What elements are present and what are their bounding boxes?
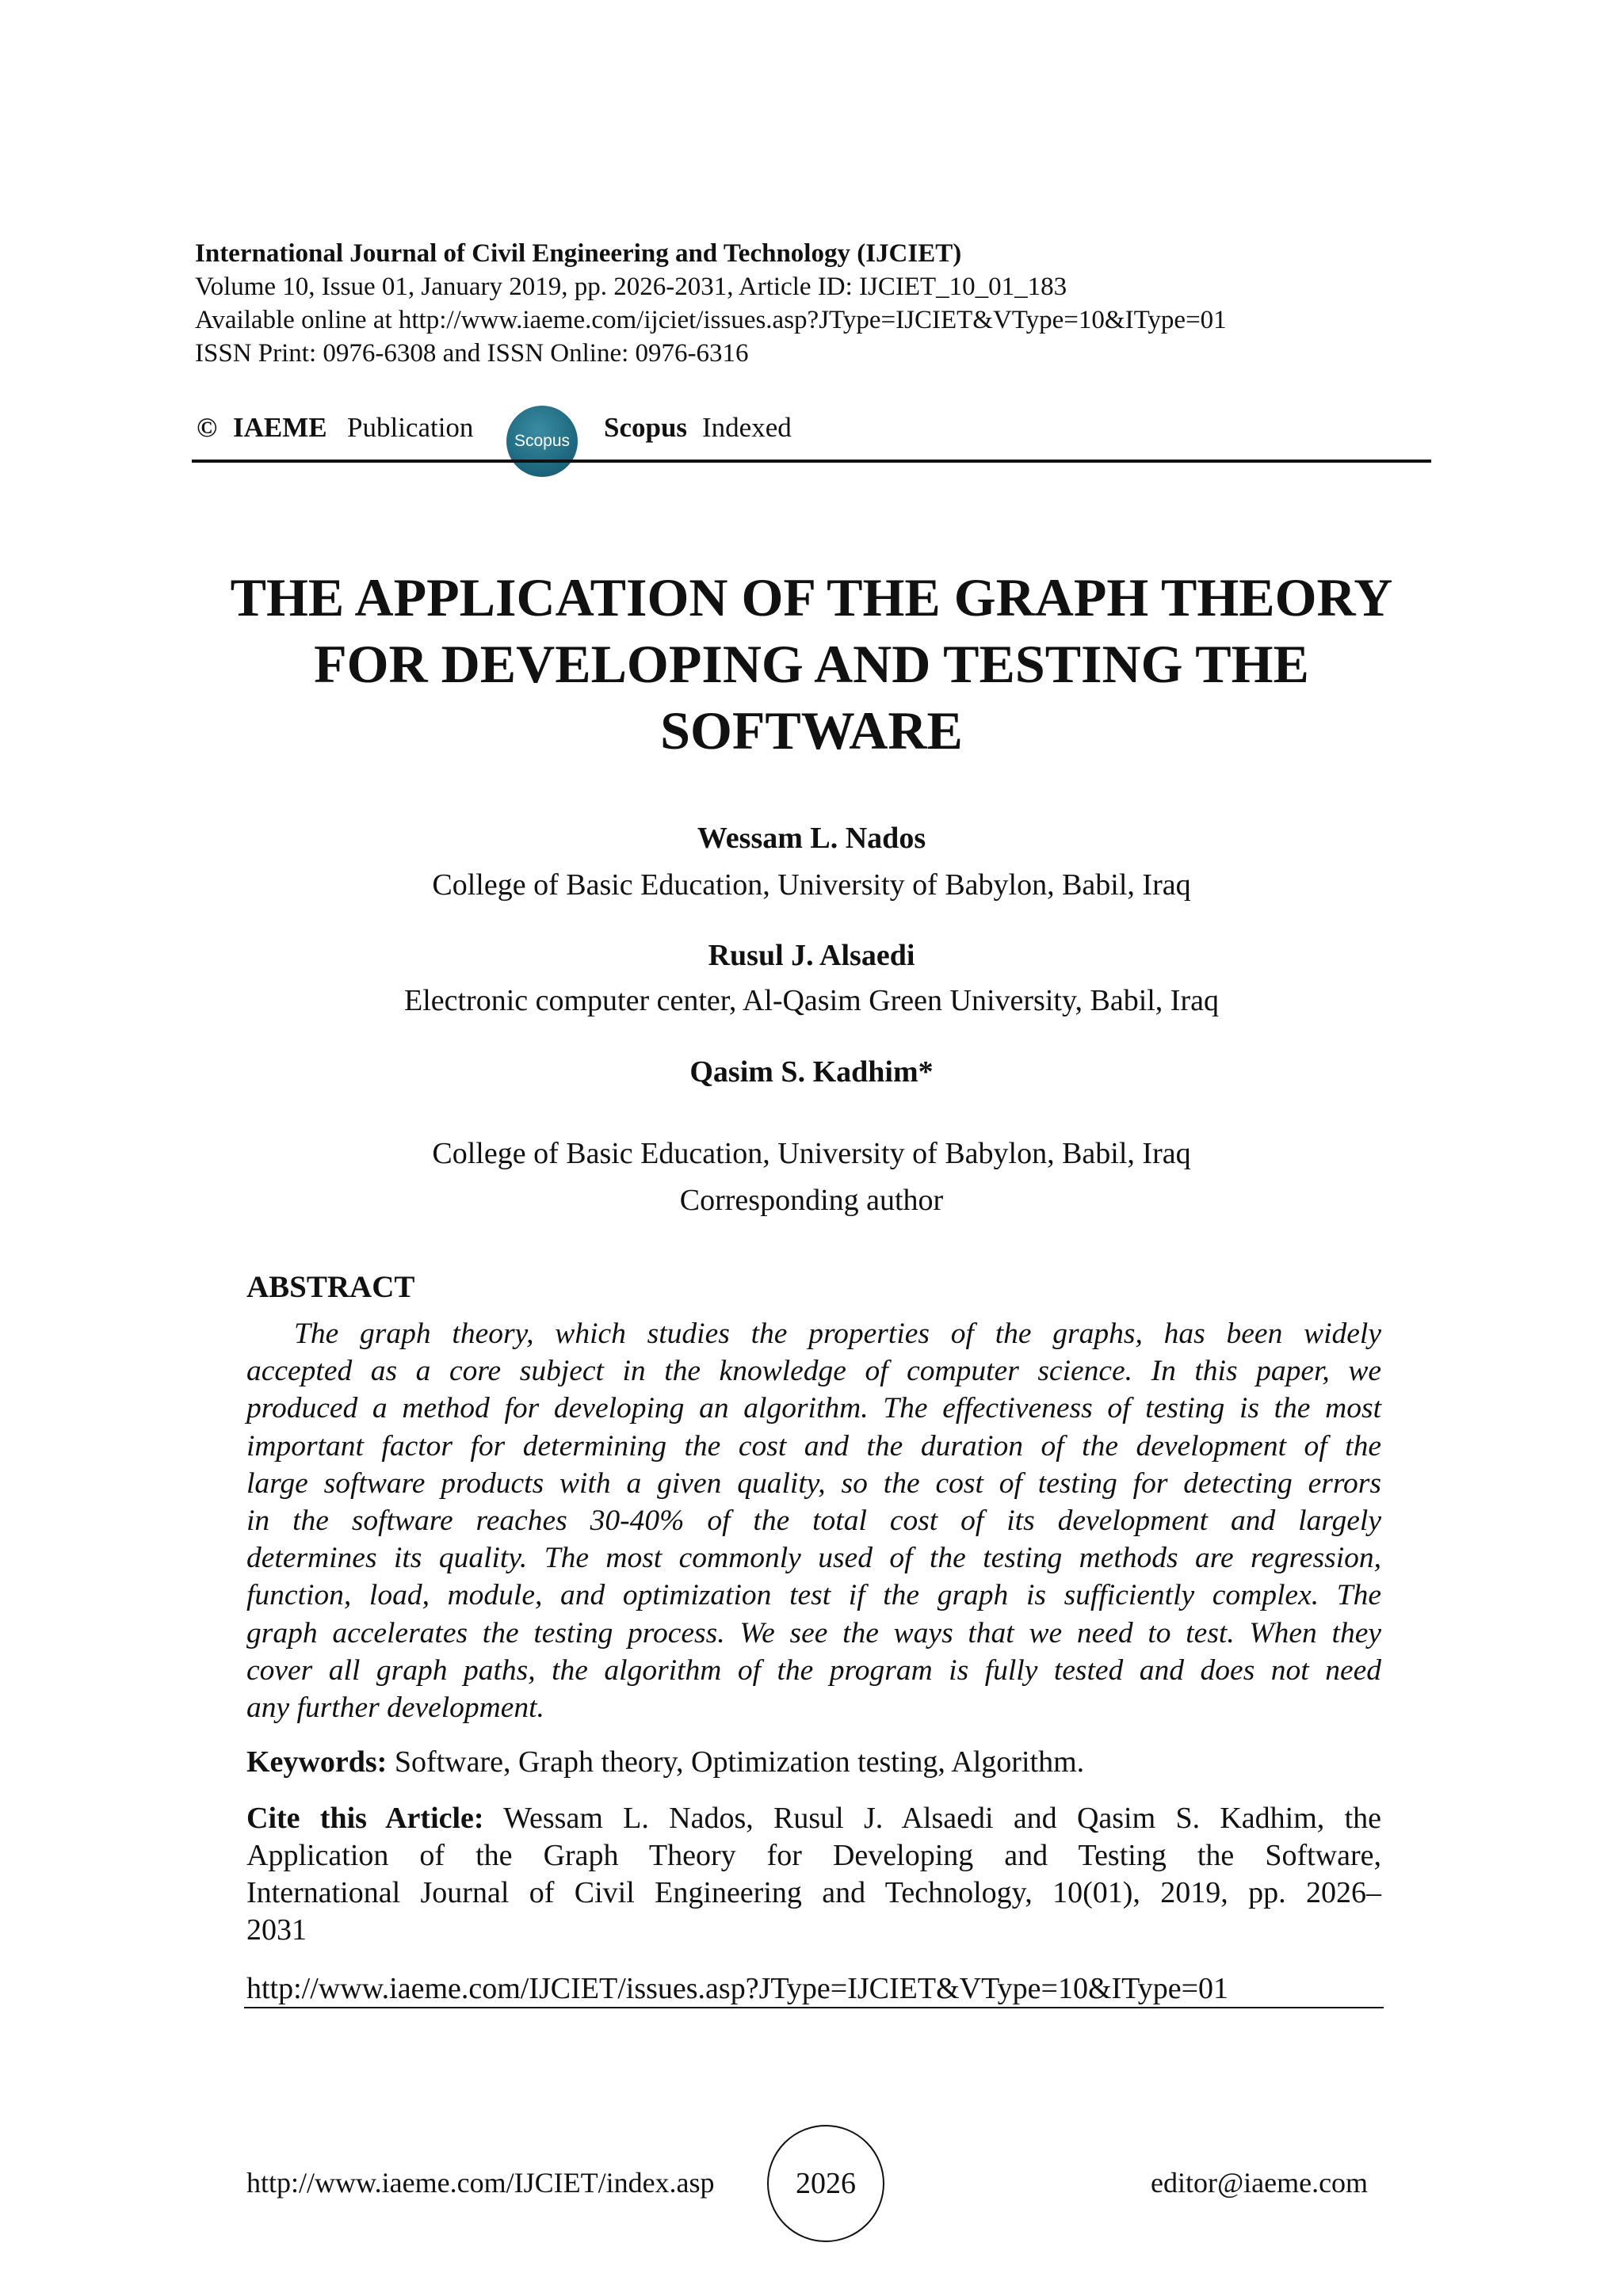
publication-label: Publication [347, 412, 474, 443]
abstract-heading: ABSTRACT [246, 1270, 415, 1304]
citation-line: 2031 [246, 1913, 307, 1947]
scopus-logo-text: Scopus [514, 432, 571, 450]
scopus-label: Scopus [604, 412, 688, 443]
abstract-line: important factor for determining the cost and the duration of the development of the [246, 1429, 1381, 1463]
citation-line: Application of the Graph Theory for Developing and Testing the Software, [246, 1839, 1381, 1872]
title-line: THE APPLICATION OF THE GRAPH THEORY [230, 567, 1393, 627]
citation-line [246, 1800, 1381, 1837]
page-number-text: 2026 [796, 2167, 856, 2200]
paper-title [158, 564, 1465, 764]
issn-info: ISSN Print: 0976-6308 and ISSN Online: 0976-6316 [195, 339, 749, 368]
journal-name: International Journal of Civil Engineering and Technology (IJCIET) [195, 239, 962, 268]
keywords-label: Keywords: [246, 1745, 388, 1779]
article-url-link[interactable]: http://www.iaeme.com/IJCIET/issues.asp?JType=IJCIET&VType=10&IType=01 [246, 1972, 1229, 2005]
abstract-line: function, load, module, and optimization test if the graph is sufficiently complex. The [246, 1579, 1381, 1612]
author-name: Rusul J. Alsaedi [708, 939, 915, 972]
abstract-body [246, 1315, 1381, 1726]
corresponding-author-note: Corresponding author [679, 1184, 944, 1217]
indexed-label: Indexed [702, 412, 792, 443]
abstract-line: in the software reaches 30-40% of the total cost of its development and largely [246, 1504, 1381, 1537]
title-line: FOR DEVELOPING AND TESTING THE [314, 634, 1309, 694]
available-online: Available online at http://www.iaeme.com/ijciet/issues.asp?JType=IJCIET&VType=10&IType=01 [195, 306, 1227, 334]
author-name: Wessam L. Nados [697, 822, 926, 855]
copyright-icon: © [197, 412, 218, 443]
citation-line: International Journal of Civil Engineering and Technology, 10(01), 2019, pp. 2026– [246, 1876, 1381, 1909]
scopus-logo-icon [506, 406, 578, 477]
author-name: Qasim S. Kadhim* [689, 1055, 934, 1089]
citation-text: Wessam L. Nados, Rusul J. Alsaedi and Qasim S. Kadhim, the [483, 1802, 1381, 1835]
abstract-line: determines its quality. The most commonly used of the testing methods are regression, [246, 1542, 1381, 1575]
author-affiliation: Electronic computer center, Al-Qasim Green University, Babil, Iraq [404, 984, 1219, 1017]
volume-info: Volume 10, Issue 01, January 2019, pp. 2026-2031, Article ID: IJCIET_10_01_183 [195, 273, 1067, 301]
abstract-line: any further development. [246, 1691, 544, 1724]
abstract-line: accepted as a core subject in the knowledge of computer science. In this paper, we [246, 1355, 1381, 1388]
abstract-line: large software products with a given quality, so the cost of testing for detecting errors [246, 1466, 1381, 1500]
abstract-line: The graph theory, which studies the properties of the graphs, has been widely [294, 1318, 1381, 1350]
keywords-text: Software, Graph theory, Optimization testing, Algorithm. [387, 1745, 1085, 1779]
publisher-name: IAEME [233, 412, 327, 443]
author-affiliation: College of Basic Education, University of Babylon, Babil, Iraq [432, 1137, 1191, 1170]
footer-journal-link[interactable]: http://www.iaeme.com/IJCIET/index.asp [246, 2167, 715, 2199]
abstract-line: graph accelerates the testing process. We see the ways that we need to test. When they [246, 1616, 1381, 1650]
footer-email-link[interactable]: editor@iaeme.com [1151, 2167, 1369, 2199]
title-line: SOFTWARE [660, 700, 963, 761]
abstract-line: cover all graph paths, the algorithm of the program is fully tested and does not need [246, 1653, 1381, 1687]
abstract-line: produced a method for developing an algorithm. The effectiveness of testing is the most [246, 1392, 1381, 1425]
page-number [767, 2125, 884, 2242]
citation [246, 1800, 1381, 1949]
citation-divider [244, 2007, 1384, 2008]
citation-label: Cite this Article: [246, 1802, 484, 1835]
header-divider [192, 460, 1431, 463]
author-affiliation: College of Basic Education, University of Babylon, Babil, Iraq [432, 868, 1191, 902]
keywords [246, 1745, 1084, 1779]
publisher-row [195, 406, 1431, 453]
